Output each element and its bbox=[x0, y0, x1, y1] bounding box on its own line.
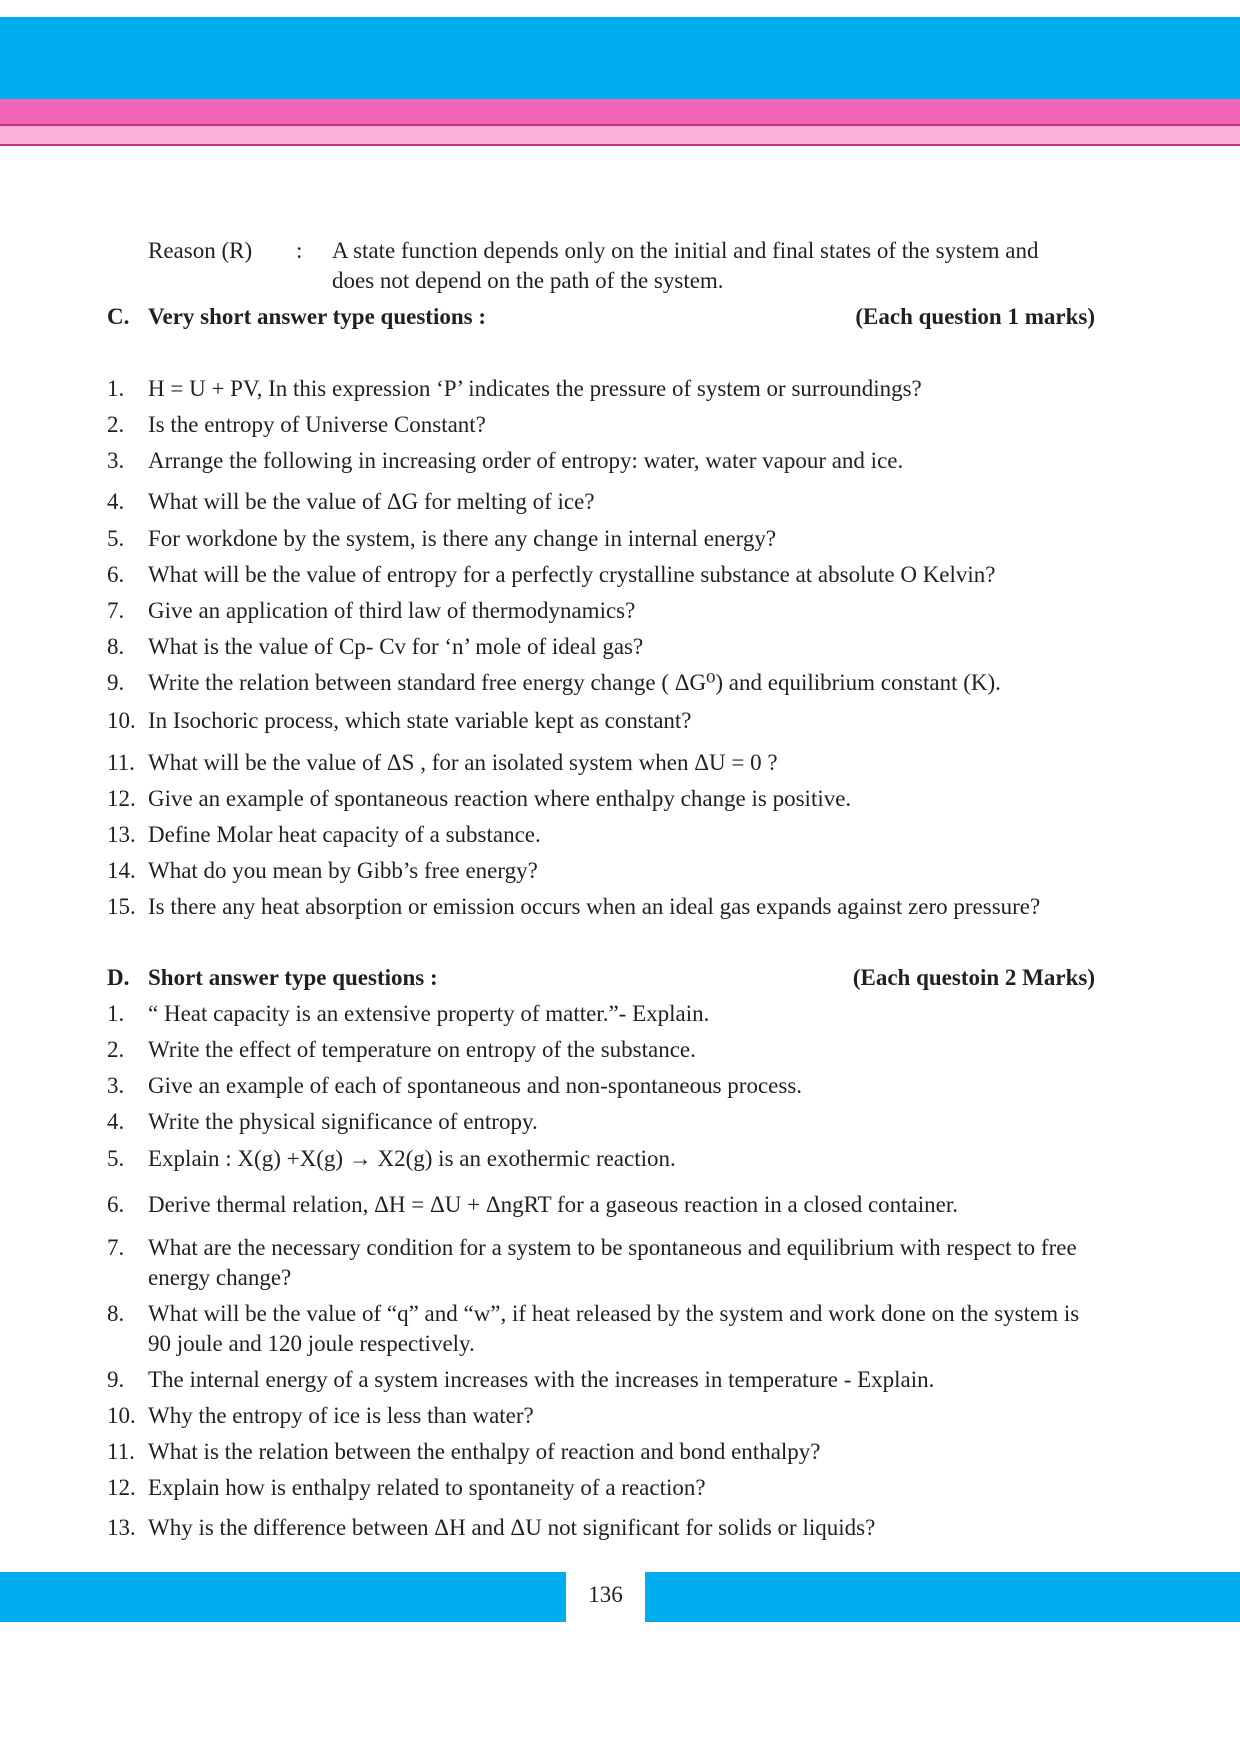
question-text: What will be the value of ΔS , for an isolated system when ΔU = 0 ? bbox=[148, 750, 778, 775]
header-pink-band bbox=[0, 99, 1240, 124]
question-number: 13. bbox=[107, 1515, 136, 1540]
question-number: 4. bbox=[107, 1109, 125, 1134]
question-number: 11. bbox=[107, 1439, 135, 1464]
question-text: Give an application of third law of thermodynamics? bbox=[148, 598, 636, 623]
question-number: 12. bbox=[107, 1475, 136, 1500]
question-text: Derive thermal relation, ΔH = ΔU + ΔngRT for a gaseous reaction in a closed container. bbox=[148, 1192, 959, 1217]
question-number: 12. bbox=[107, 786, 136, 811]
question-number: 2. bbox=[107, 1037, 125, 1062]
question-number: 9. bbox=[107, 670, 125, 695]
question-text: Write the physical significance of entropy. bbox=[148, 1109, 538, 1134]
question-number: 10. bbox=[107, 708, 136, 733]
question-number: 2. bbox=[107, 412, 125, 437]
question-text: “ Heat capacity is an extensive property of matter.”- Explain. bbox=[148, 1001, 710, 1026]
question-text: What will be the value of ΔG for melting of ice? bbox=[148, 489, 595, 514]
question-text: Why is the difference between ΔH and ΔU not significant for solids or liquids? bbox=[148, 1515, 876, 1540]
question-number: 11. bbox=[107, 750, 135, 775]
question-number: 14. bbox=[107, 858, 136, 883]
question-text: Arrange the following in increasing order of entropy: water, water vapour and ice. bbox=[148, 448, 904, 473]
reason-line: A state function depends only on the initial and final states of the system and bbox=[332, 238, 1039, 263]
question-number: 1. bbox=[107, 1001, 125, 1026]
reason-line: does not depend on the path of the system. bbox=[332, 268, 724, 293]
question-text: Explain how is enthalpy related to spontaneity of a reaction? bbox=[148, 1475, 706, 1500]
section-letter: C. bbox=[107, 304, 130, 329]
footer-blue-band-right bbox=[645, 1572, 1240, 1622]
question-number: 5. bbox=[107, 526, 125, 551]
question-text: What is the value of Cp- Cv for ‘n’ mole of ideal gas? bbox=[148, 634, 644, 659]
section-title: Short answer type questions : bbox=[148, 965, 438, 990]
question-number: 5. bbox=[107, 1146, 125, 1171]
question-text: For workdone by the system, is there any change in internal energy? bbox=[148, 526, 777, 551]
section-marks: (Each questoin 2 Marks) bbox=[852, 965, 1095, 990]
question-text: Write the relation between standard free energy change ( ΔG⁰) and equilibrium constant (K). bbox=[148, 670, 1001, 695]
question-text: Is there any heat absorption or emission occurs when an ideal gas expands against zero pressure? bbox=[148, 894, 1041, 919]
question-number: 7. bbox=[107, 598, 125, 623]
question-number: 6. bbox=[107, 562, 125, 587]
question-text: Give an example of spontaneous reaction where enthalpy change is positive. bbox=[148, 786, 852, 811]
question-text: Is the entropy of Universe Constant? bbox=[148, 412, 486, 437]
page-number: 136 bbox=[588, 1582, 623, 1607]
question-number: 8. bbox=[107, 634, 125, 659]
question-number: 13. bbox=[107, 822, 136, 847]
question-text: Why the entropy of ice is less than water? bbox=[148, 1403, 534, 1428]
header-blue-band bbox=[0, 17, 1240, 99]
section-d-heading bbox=[107, 963, 1095, 993]
question-text: H = U + PV, In this expression ‘P’ indicates the pressure of system or surroundings? bbox=[148, 376, 922, 401]
question-number: 6. bbox=[107, 1192, 125, 1217]
reason-text bbox=[332, 236, 1240, 296]
question-number: 1. bbox=[107, 376, 125, 401]
question-text: Explain : X(g) +X(g) → X2(g) is an exothermic reaction. bbox=[148, 1146, 676, 1171]
reason-label: Reason (R) bbox=[148, 238, 253, 263]
question-text: Write the effect of temperature on entropy of the substance. bbox=[148, 1037, 696, 1062]
section-title: Very short answer type questions : bbox=[148, 304, 486, 329]
question-number: 3. bbox=[107, 448, 125, 473]
header-light-pink-band bbox=[0, 126, 1240, 144]
question-number: 4. bbox=[107, 489, 125, 514]
question-number: 15. bbox=[107, 894, 136, 919]
question-number: 9. bbox=[107, 1367, 125, 1392]
footer-blue-band-left bbox=[0, 1572, 566, 1622]
question-text: The internal energy of a system increases with the increases in temperature - Explain. bbox=[148, 1367, 935, 1392]
reason-colon: : bbox=[296, 238, 303, 263]
question-number: 10. bbox=[107, 1403, 136, 1428]
question-text: What are the necessary condition for a system to be spontaneous and equilibrium with respect to free energy change? bbox=[148, 1235, 1077, 1290]
header-rule-bottom bbox=[0, 144, 1240, 146]
section-marks: (Each question 1 marks) bbox=[855, 304, 1095, 329]
question-text: Give an example of each of spontaneous and non-spontaneous process. bbox=[148, 1073, 803, 1098]
question-text: What do you mean by Gibb’s free energy? bbox=[148, 858, 538, 883]
question-number: 3. bbox=[107, 1073, 125, 1098]
question-text: What will be the value of entropy for a perfectly crystalline substance at absolute O Kelvin? bbox=[148, 562, 996, 587]
question-number: 7. bbox=[107, 1235, 125, 1260]
question-text: What is the relation between the enthalpy of reaction and bond enthalpy? bbox=[148, 1439, 821, 1464]
question-text: Define Molar heat capacity of a substance. bbox=[148, 822, 541, 847]
question-text: What will be the value of “q” and “w”, if heat released by the system and work done on the system is 90 joule and 120 joule respectively. bbox=[148, 1301, 1080, 1356]
section-c-heading bbox=[107, 302, 1095, 332]
section-letter: D. bbox=[107, 965, 130, 990]
question-text: In Isochoric process, which state variable kept as constant? bbox=[148, 708, 692, 733]
question-number: 8. bbox=[107, 1301, 125, 1326]
